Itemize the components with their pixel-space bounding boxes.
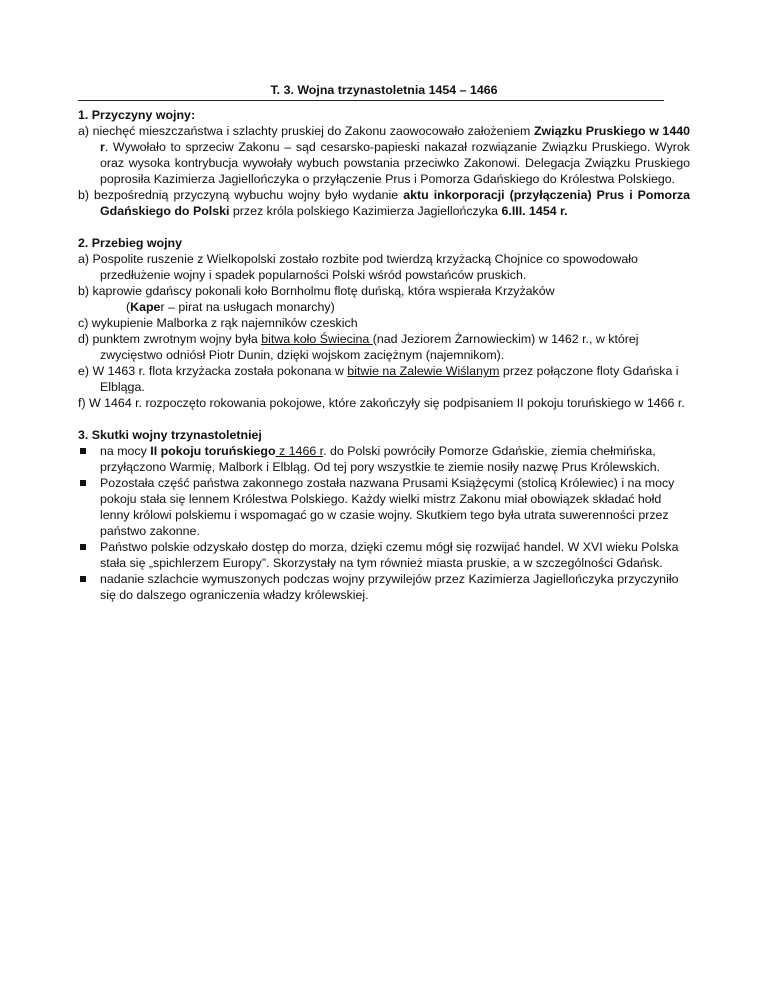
section-2-item-a: a) Pospolite ruszenie z Wielkopolski zostało rozbite pod twierdzą krzyżacką Chojnice co spowodowało przedłużenie wojny i spadek popularności Polski wśród powstańców pruskich.	[78, 252, 638, 282]
section-1-heading: 1. Przyczyny wojny:	[78, 108, 196, 122]
section-1-item-a	[78, 123, 690, 187]
document-page	[78, 82, 690, 603]
effects-list	[78, 443, 690, 603]
list-item	[78, 571, 690, 603]
section-2-item-d	[78, 331, 690, 363]
list-item	[78, 443, 690, 475]
section-2-heading: 2. Przebieg wojny	[78, 236, 182, 250]
section-2-item-c: c) wykupienie Malborka z rąk najemników czeskich	[78, 316, 358, 330]
section-2-item-b: b) kaprowie gdańscy pokonali koło Bornholmu flotę duńską, która wspierała Krzyżaków	[78, 284, 555, 298]
text: r – pirat na usługach monarchy)	[160, 300, 335, 314]
kaper-definition	[78, 299, 690, 315]
bold-text: Związku Pruskiego w 1440 r	[100, 124, 690, 154]
spacer	[78, 411, 690, 427]
list-item	[78, 539, 690, 571]
text: przez króla polskiego Kazimierza Jagiellończyka	[229, 204, 502, 218]
section-3-heading: 3. Skutki wojny trzynastoletniej	[78, 428, 262, 442]
text: nadanie szlachcie wymuszonych podczas wojny przywilejów przez Kazimierza Jagiellończyka przyczyniło się do dalszego ograniczenia władzy królewskiej.	[100, 572, 679, 602]
text: . do Polski powróciły Pomorze Gdańskie, ziemia chełmińska, przyłączono Warmię, Malbork i Elbląg. Od tej pory wszystkie te ziemie nosiły nazwę Prus Królewskich.	[100, 444, 661, 474]
square-bullet-icon	[80, 544, 86, 550]
section-1-item-b	[78, 187, 690, 219]
document-title: T. 3. Wojna trzynastoletnia 1454 – 1466	[270, 83, 498, 97]
section-2-item-e	[78, 363, 690, 395]
text: b) bezpośrednią przyczyną wybuchu wojny było wydanie	[78, 188, 404, 202]
text: Pozostała część państwa zakonnego została nazwana Prusami Książęcymi (stolicą Królewiec) i na mocy pokoju stała się lennem Królestwa Polskiego. Każdy wielki mistrz Zakonu miał obowiązek składać hołd lenny królowi polskiemu i wspomagać go w czasie wojny. Skutkiem tego była utrata suwerenności przez państwo zakonne.	[100, 476, 675, 538]
text: na mocy	[100, 444, 151, 458]
underlined-text: bitwie na Zalewie Wiślanym	[347, 364, 500, 378]
bold-text: aktu inkorporacji (przyłączenia) Prus i Pomorza Gdańskiego do Polski	[100, 188, 690, 218]
text: Państwo polskie odzyskało dostęp do morza, dzięki czemu mógł się rozwijać handel. W XVI wieku Polska stała się „spichlerzem Europy”. Skorzystały na tym również miasta pruskie, a w szczególności Gdańsk.	[100, 540, 679, 570]
spacer	[78, 219, 690, 235]
text: e) W 1463 r. flota krzyżacka została pokonana w	[78, 364, 348, 378]
underlined-text: bitwa koło Świecina	[261, 332, 373, 346]
section-2-item-f: f) W 1464 r. rozpoczęto rokowania pokojowe, które zakończyły się podpisaniem II pokoju toruńskiego w 1466 r.	[78, 396, 685, 410]
text: a) niechęć mieszczaństwa i szlachty pruskiej do Zakonu zaowocowało założeniem	[78, 124, 534, 138]
square-bullet-icon	[80, 576, 86, 582]
square-bullet-icon	[80, 480, 86, 486]
text: przez połączone floty Gdańska i Elbląga.	[100, 364, 679, 394]
title-divider	[78, 100, 664, 101]
bold-text: II pokoju toruńskiego	[150, 444, 276, 458]
list-item	[78, 475, 690, 539]
bold-text: 6.III. 1454 r.	[501, 204, 568, 218]
text: (	[126, 300, 131, 314]
text: (nad Jeziorem Żarnowieckim) w 1462 r., w której zwycięstwo odniósł Piotr Dunin, dzięki wojskom zaciężnym (najemnikom).	[100, 332, 639, 362]
text: d) punktem zwrotnym wojny była	[78, 332, 262, 346]
bold-text: Kape	[130, 300, 161, 314]
text: . Wywołało to sprzeciw Zakonu – sąd cesarsko-papieski nakazał rozwiązanie Związku Pruskiego. Wyrok oraz wysoka kontrybucja wywołały wybuch powstania przeciwko Zakonowi. Delegacja Związku Pruskiego poprosiła Kazimierza Jagiellończyka o przyłączenie Prus i Pomorza Gdańskiego do Królestwa Polskiego.	[100, 140, 690, 186]
underlined-text: z 1466 r	[275, 444, 324, 458]
square-bullet-icon	[80, 448, 86, 454]
